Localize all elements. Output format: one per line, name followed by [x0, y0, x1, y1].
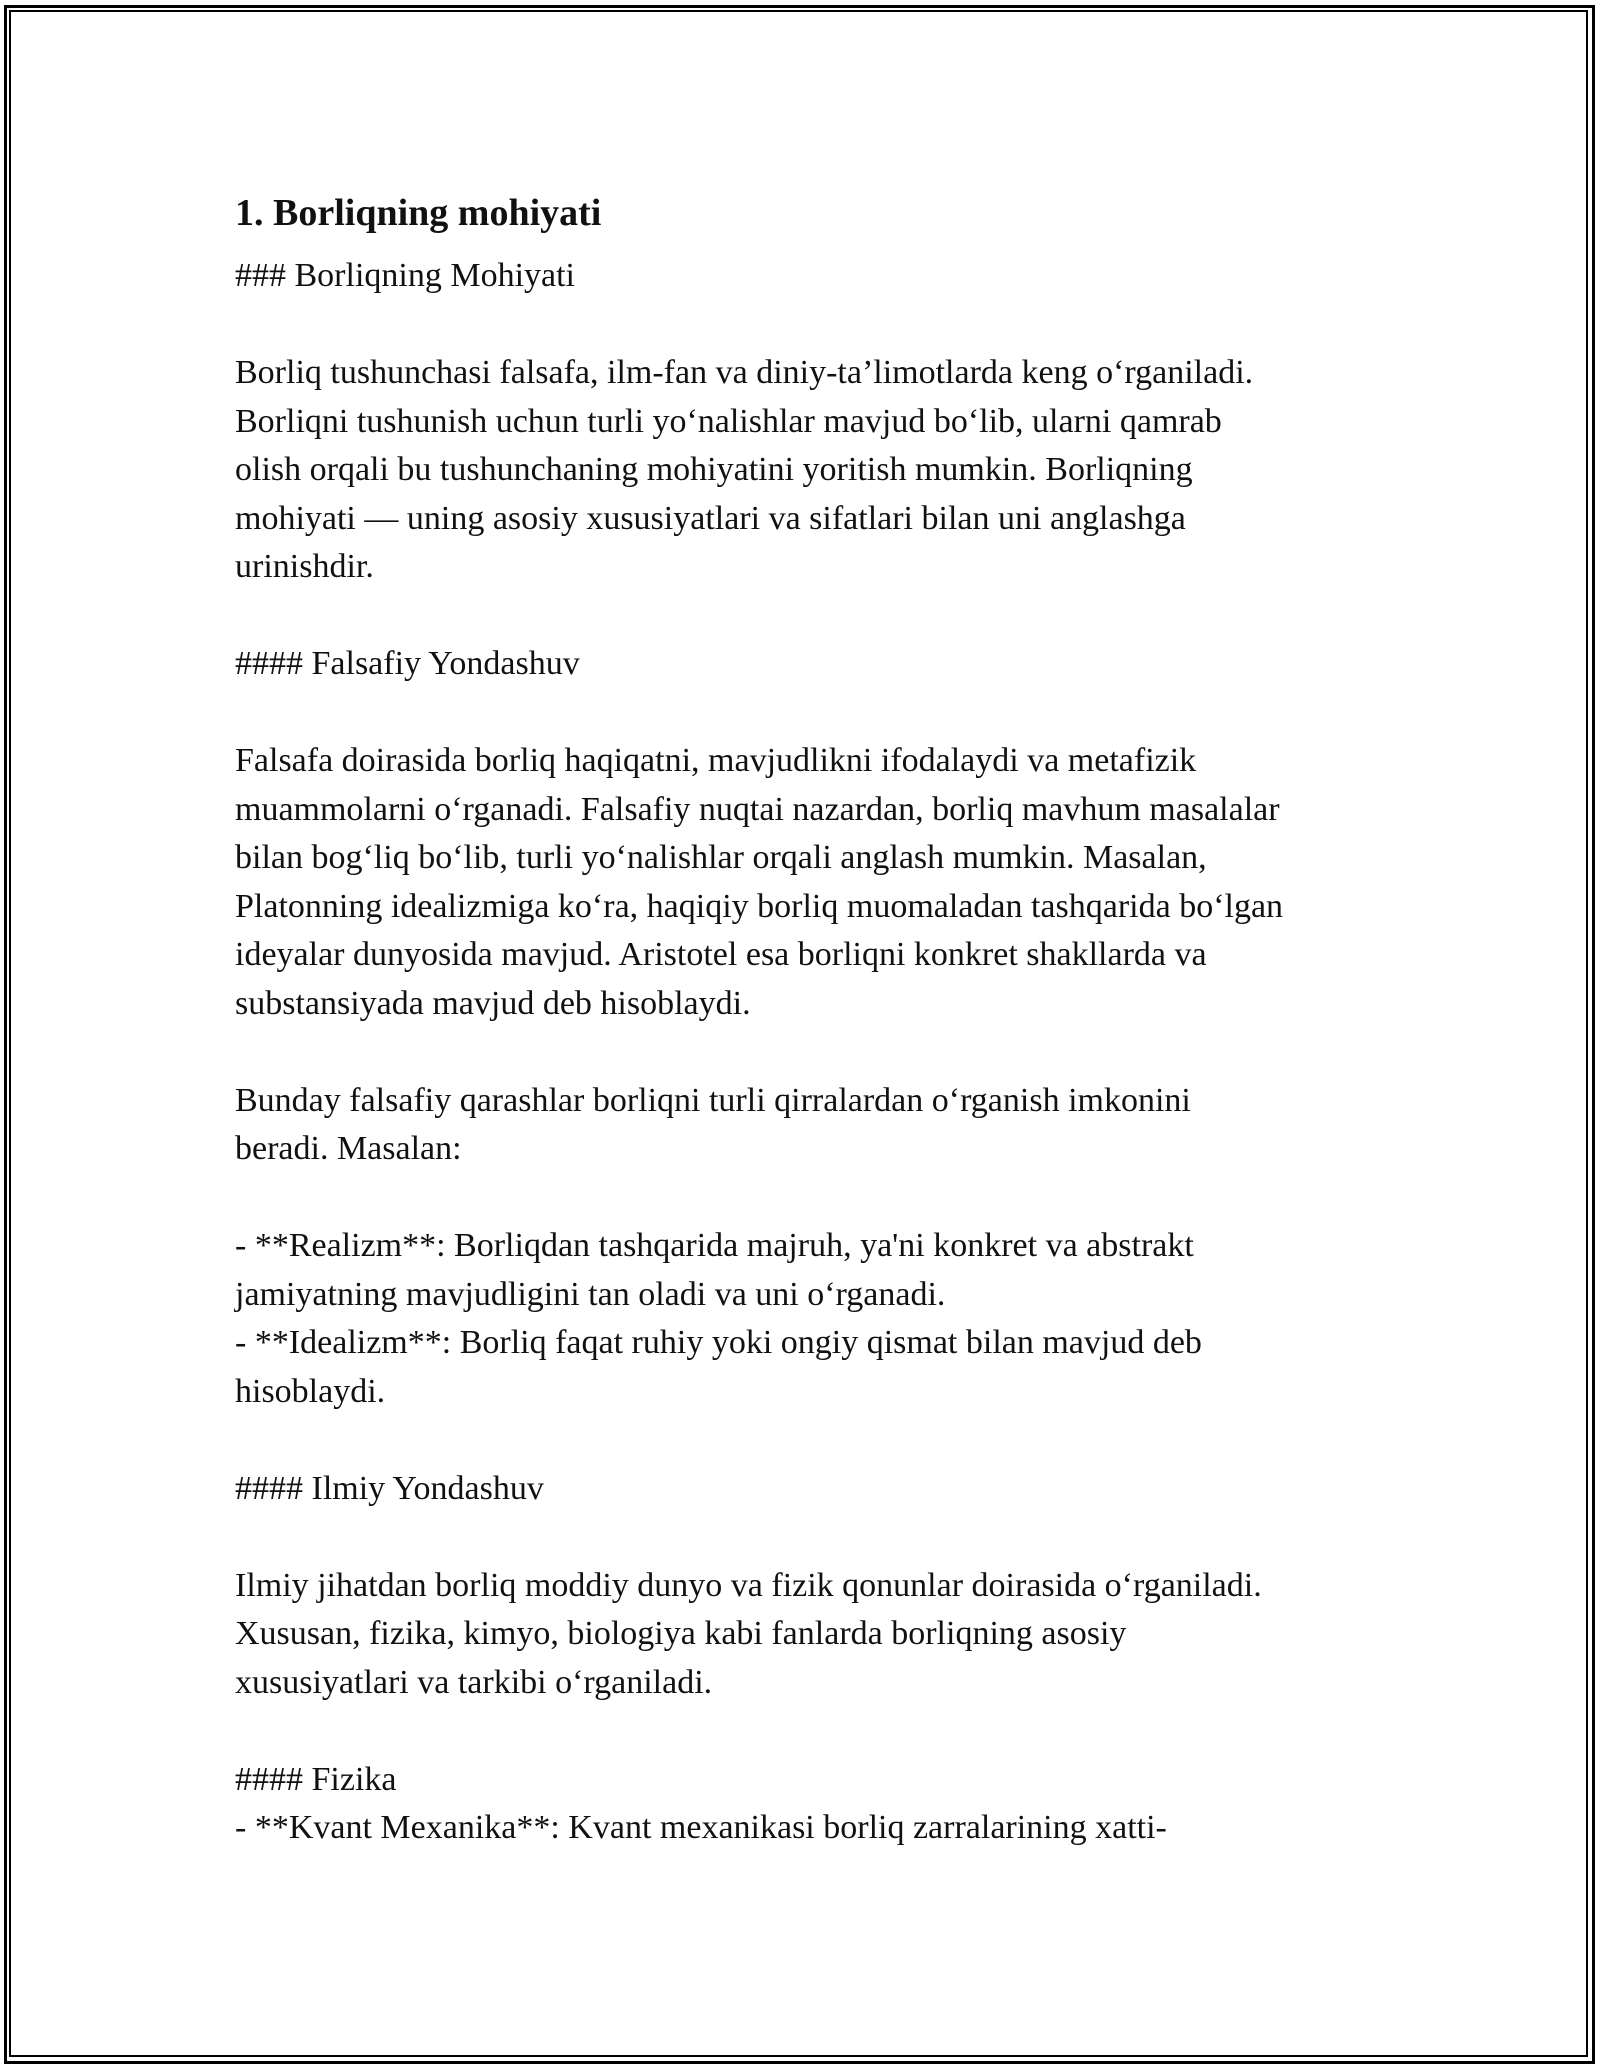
- text-line: beradi. Masalan:: [235, 1130, 462, 1167]
- list-item: - **Idealizm**: Borliq faqat ruhiy yoki ongiy qismat bilan mavjud deb: [235, 1324, 1202, 1361]
- text-line: Xususan, fizika, kimyo, biologiya kabi fanlarda borliqning asosiy: [235, 1615, 1127, 1652]
- document-body: [235, 185, 1375, 1853]
- text-line: ### Borliqning Mohiyati: [235, 257, 575, 294]
- text-line: Borliqni tushunish uchun turli yo‘nalishlar mavjud bo‘lib, ularni qamrab: [235, 402, 1222, 440]
- text-line: #### Falsafiy Yondashuv: [235, 645, 580, 682]
- list-item-continuation: hisoblaydi.: [235, 1372, 386, 1410]
- list-item: - **Realizm**: Borliqdan tashqarida majruh, ya'ni konkret va abstrakt: [235, 1227, 1194, 1264]
- falsafa-paragraph: [235, 737, 1375, 1028]
- ilmiy-paragraph: [235, 1562, 1375, 1708]
- intro-paragraph: [235, 349, 1375, 592]
- subheading-falsafiy: [235, 640, 1375, 689]
- text-line: Falsafa doirasida borliq haqiqatni, mavjudlikni ifodalaydi va metafizik: [235, 742, 1197, 779]
- list-item-continuation: jamiyatning mavjudligini tan oladi va uni o‘rganadi.: [235, 1275, 946, 1313]
- text-line: urinishdir.: [235, 548, 374, 585]
- text-line: Platonning idealizmiga ko‘ra, haqiqiy borliq muomaladan tashqarida bo‘lgan: [235, 887, 1284, 925]
- subheading-fizika: #### Fizika: [235, 1760, 397, 1798]
- text-line: Borliq tushunchasi falsafa, ilm-fan va diniy-ta’limotlarda keng o‘rganiladi.: [235, 354, 1254, 391]
- document-title: 1. Borliqning mohiyati: [235, 192, 602, 234]
- text-line: mohiyati — uning asosiy xususiyatlari va sifatlari bilan uni anglashga: [235, 499, 1186, 537]
- text-line: xususiyatlari va tarkibi o‘rganiladi.: [235, 1663, 713, 1701]
- text-line: substansiyada mavjud deb hisoblaydi.: [235, 984, 751, 1022]
- fizika-section: [235, 1756, 1375, 1853]
- section-heading-mohiyati: [235, 252, 1375, 301]
- approach-list: [235, 1222, 1375, 1416]
- text-line: bilan bog‘liq bo‘lib, turli yo‘nalishlar orqali anglash mumkin. Masalan,: [235, 839, 1207, 876]
- text-line: olish orqali bu tushunchaning mohiyatini yoritish mumkin. Borliqning: [235, 451, 1193, 488]
- text-line: ideyalar dunyosida mavjud. Aristotel esa borliqni konkret shakllarda va: [235, 936, 1207, 973]
- text-line: #### Ilmiy Yondashuv: [235, 1469, 544, 1507]
- text-line: Ilmiy jihatdan borliq moddiy dunyo va fizik qonunlar doirasida o‘rganiladi.: [235, 1566, 1262, 1604]
- bunday-paragraph: [235, 1077, 1375, 1174]
- text-line: Bunday falsafiy qarashlar borliqni turli qirralardan o‘rganish imkonini: [235, 1081, 1191, 1119]
- list-item: - **Kvant Mexanika**: Kvant mexanikasi borliq zarralarining xatti-: [235, 1809, 1167, 1846]
- text-line: muammolarni o‘rganadi. Falsafiy nuqtai nazardan, borliq mavhum masalalar: [235, 790, 1280, 828]
- subheading-ilmiy: [235, 1465, 1375, 1514]
